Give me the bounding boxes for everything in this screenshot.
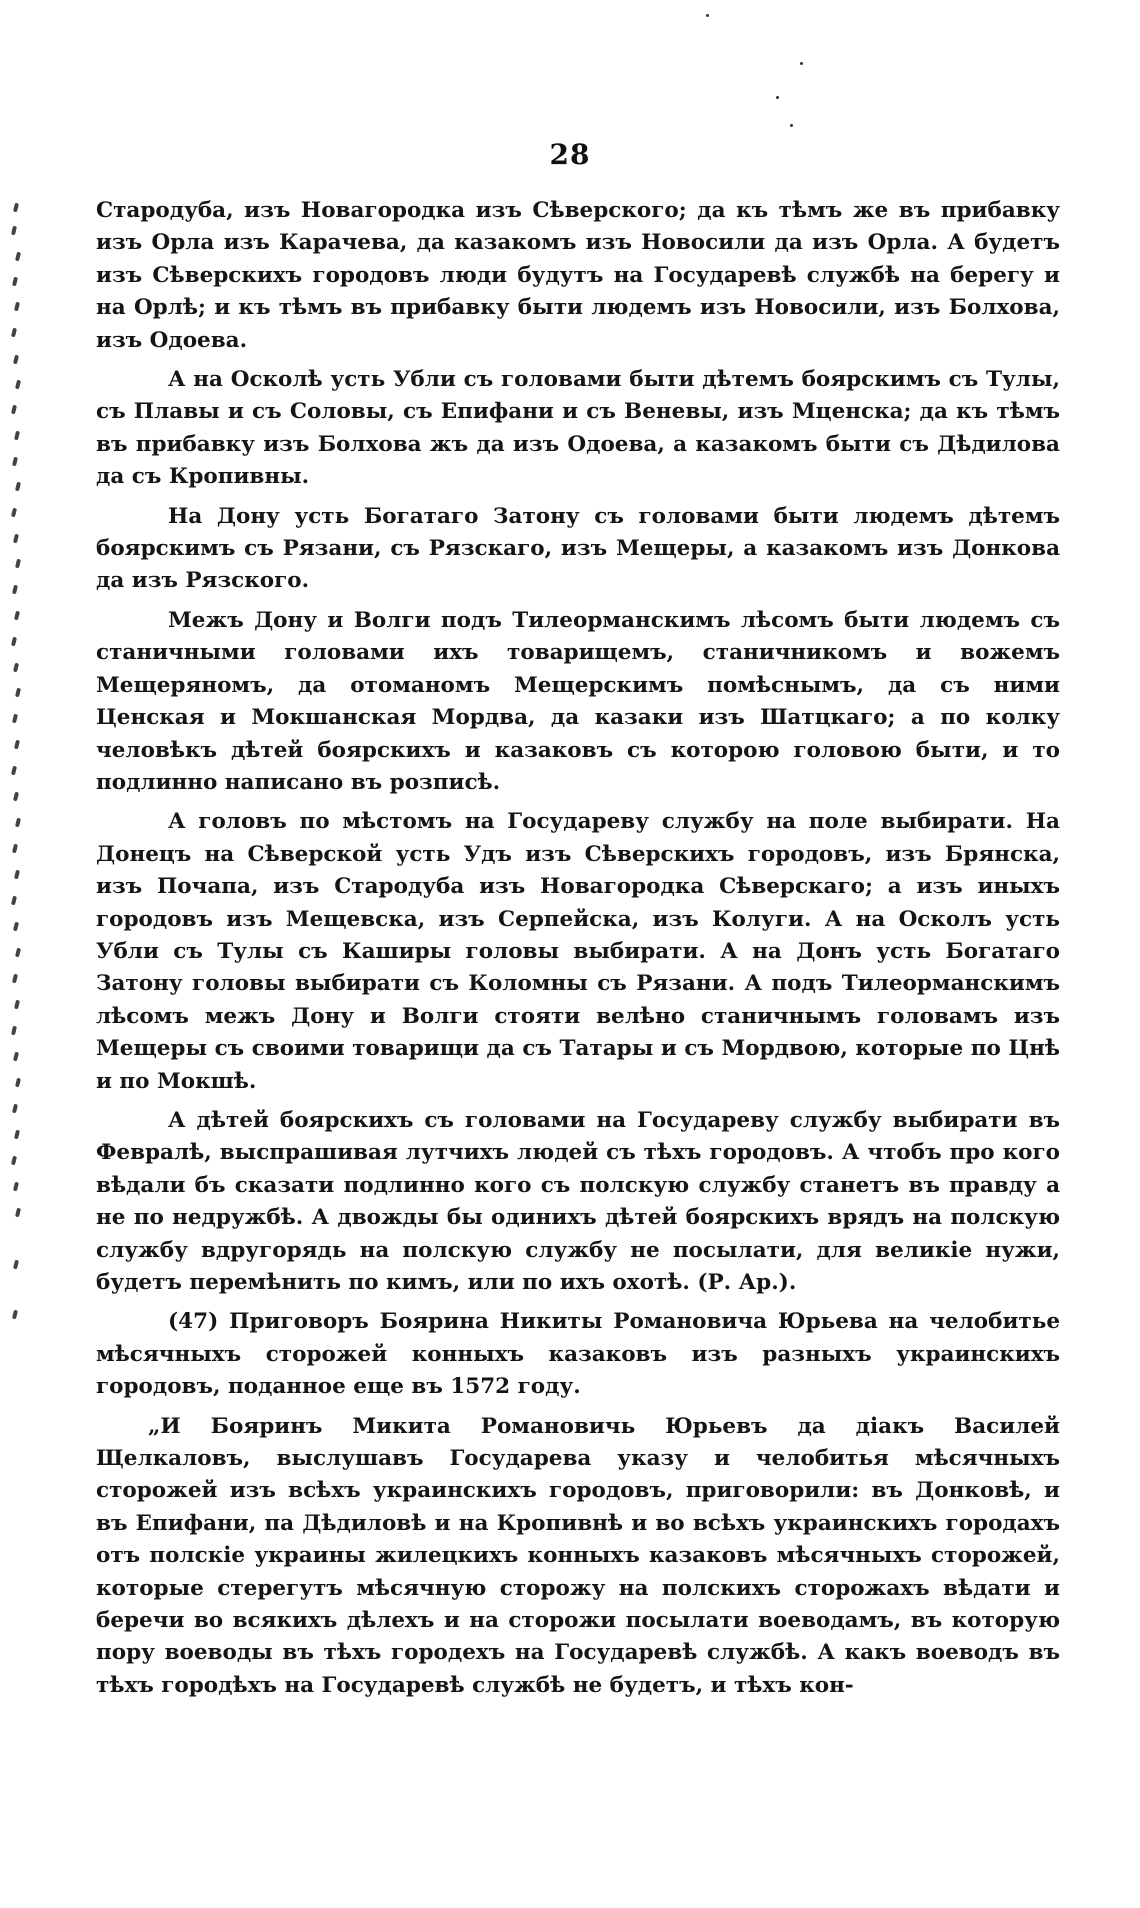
paragraph-3: На Дону усть Богатаго Затону съ головами быти людемъ дѣтемъ боярскимъ съ Рязани, съ Рязскаго, изъ Мещеры, а казакомъ изъ Донкова да изъ Рязского. [96,503,1060,594]
paragraph-6: А дѣтей боярскихъ съ головами на Государеву службу выбирати въ Февралѣ, выспрашивая лутчихъ людей съ тѣхъ городовъ. А чтобъ про кого вѣдали бъ сказати подлинно кого съ полскую службу станетъ въ правду а не по недружбѣ. А двожды бы одинихъ дѣтей боярскихъ врядъ на полскую службу вдругорядь на полскую службу не посылати, для великіе нужи, будетъ перемѣнить по кимъ, или по ихъ охотѣ. (Р. Ар.). [96,1107,1060,1295]
paragraph-8: „И Бояринъ Микита Романовичь Юрьевъ да діакъ Василей Щелкаловъ, выслушавъ Государева указу и челобитья мѣсячныхъ сторожей изъ всѣхъ украинскихъ городовъ, приговорили: въ Донковѣ, и въ Епифани, па Дѣдиловѣ и на Кропивнѣ и во всѣхъ украинскихъ городахъ отъ полскіе украины жилецкихъ конныхъ казаковъ мѣсячныхъ сторожей, которые стерегутъ мѣсячную сторожу на полскихъ сторожахъ вѣдати и беречи во всякихъ дѣлехъ и на сторожи посылати воеводамъ, въ которую пору воеводы въ тѣхъ городехъ на Государевѣ службѣ. А какъ воеводъ въ тѣхъ городѣхъ на Государевѣ службѣ не будетъ, и тѣхъ кон- [96,1413,1060,1698]
paragraph-4: Межъ Дону и Волги подъ Тилеорманскимъ лѣсомъ быти людемъ съ станичными головами ихъ товарищемъ, станичникомъ и вожемъ Мещеряномъ, да отоманомъ Мещерскимъ помѣснымъ, да съ ними Ценская и Мокшанская Мордва, да казаки изъ Шатцкаго; а по колку человѣкъ дѣтей боярскихъ и казаковъ съ которою головою быти, и то подлинно написано въ розписѣ. [96,607,1060,795]
scan-dot [776,96,779,99]
paragraph-1: Стародуба, изъ Новагородка изъ Сѣверского; да къ тѣмъ же въ прибавку изъ Орла изъ Карачева, да казакомъ изъ Новосили да изъ Орла. А будетъ изъ Сѣверскихъ городовъ люди будутъ на Государевѣ службѣ на берегу и на Орлѣ; и къ тѣмъ въ прибавку быти людемъ изъ Новосили, изъ Болхова, изъ Одоева. [96,198,1060,353]
page-number: 28 [549,138,591,171]
left-margin-scan-specks [0,0,40,1908]
page-body [96,195,1060,1709]
scan-dot [790,124,793,127]
scan-dot [800,62,803,65]
paragraph-7: (47) Приговоръ Боярина Никиты Романовича Юрьева на челобитье мѣсячныхъ сторожей конныхъ казаковъ изъ разныхъ украинскихъ городовъ, поданное еще въ 1572 году. [96,1309,1060,1400]
paragraph-5: А головъ по мѣстомъ на Государеву службу на поле выбирати. На Донецъ на Сѣверской усть Удъ изъ Сѣверскихъ городовъ, изъ Брянска, изъ Почапа, изъ Стародуба изъ Новагородка Сѣверскаго; а изъ иныхъ городовъ изъ Мещевска, изъ Серпейска, изъ Колуги. А на Осколъ усть Убли съ Тулы съ Каширы головы выбирати. А на Донъ усть Богатаго Затону головы выбирати съ Коломны съ Рязани. А подъ Тилеорманскимъ лѣсомъ межъ Дону и Волги стояти велѣно станичнымъ головамъ изъ Мещеры съ своими товарищи да съ Татары и съ Мордвою, которые по Цнѣ и по Мокшѣ. [96,809,1060,1094]
scan-dot [706,14,709,17]
paragraph-2: А на Осколѣ усть Убли съ головами быти дѣтемъ боярскимъ съ Тулы, съ Плавы и съ Соловы, съ Епифани и съ Веневы, изъ Мценска; да къ тѣмъ въ прибавку изъ Болхова жъ да изъ Одоева, а казакомъ быти съ Дѣдилова да съ Кропивны. [96,367,1060,490]
